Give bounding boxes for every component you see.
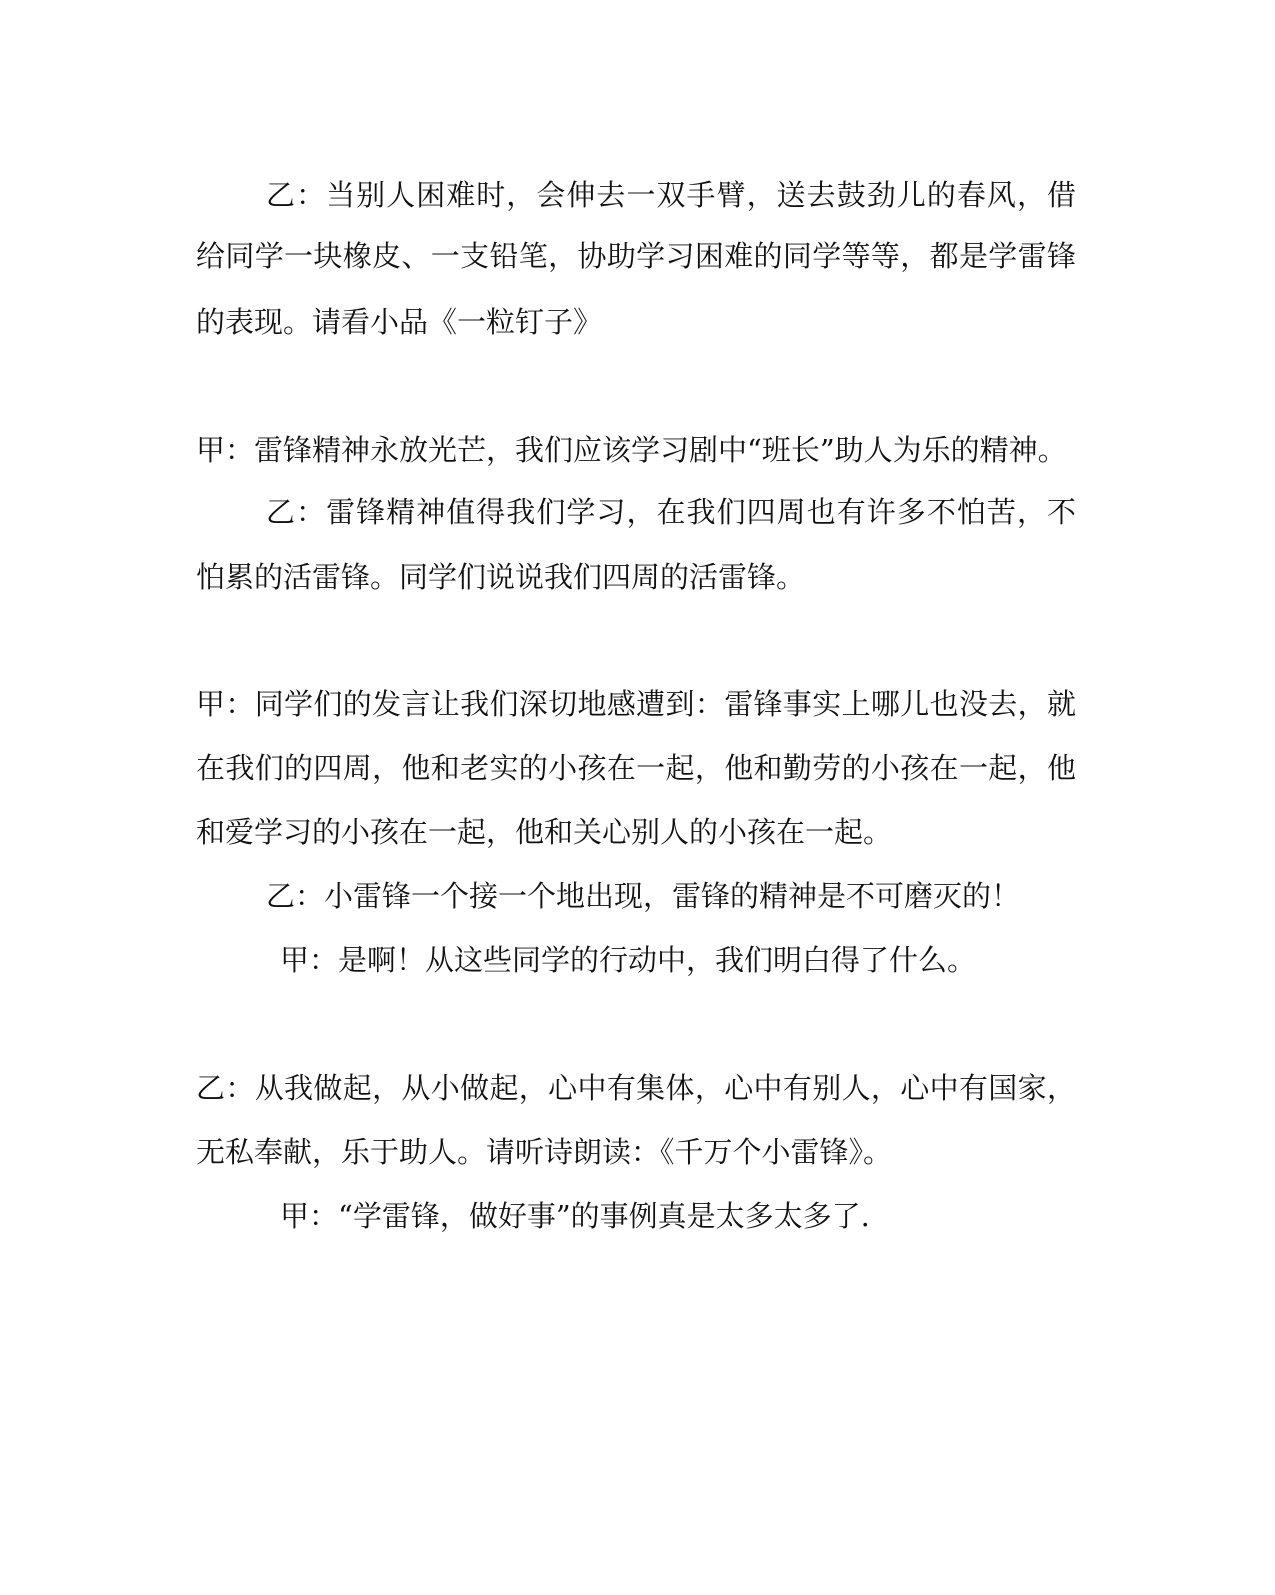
paragraph-line: 甲：“学雷锋，做好事”的事例真是太多太多了. — [280, 1199, 870, 1233]
paragraph-line: 给同学一块橡皮、一支铅笔，协助学习困难的同学等等，都是学雷锋 — [196, 239, 1076, 273]
paragraph-line: 的表现。请看小品《一粒钉子》 — [196, 305, 603, 339]
paragraph-line: 甲：同学们的发言让我们深切地感遭到：雷锋事实上哪儿也没去，就 — [196, 687, 1076, 721]
paragraph-line: 甲：是啊！从这些同学的行动中，我们明白得了什么。 — [280, 943, 977, 977]
paragraph-line: 乙：从我做起，从小做起，心中有集体，心中有别人，心中有国家， — [196, 1071, 1076, 1105]
paragraph-line: 乙：小雷锋一个接一个地出现，雷锋的精神是不可磨灭的！ — [266, 879, 1021, 913]
paragraph-line: 在我们的四周，他和老实的小孩在一起，他和勤劳的小孩在一起，他 — [196, 751, 1076, 785]
paragraph-line: 乙：当别人困难时，会伸去一双手臂，送去鼓劲儿的春风，借 — [266, 178, 1076, 212]
paragraph-line: 无私奉献，乐于助人。请听诗朗读：《千万个小雷锋》。 — [196, 1135, 893, 1169]
paragraph-line: 乙：雷锋精神值得我们学习，在我们四周也有许多不怕苦，不 — [266, 495, 1076, 529]
paragraph-line: 和爱学习的小孩在一起，他和关心别人的小孩在一起。 — [196, 815, 893, 849]
paragraph-line: 怕累的活雷锋。同学们说说我们四周的活雷锋。 — [196, 560, 806, 594]
paragraph-line: 甲：雷锋精神永放光芒，我们应该学习剧中“班长”助人为乐的精神。 — [196, 433, 1067, 467]
